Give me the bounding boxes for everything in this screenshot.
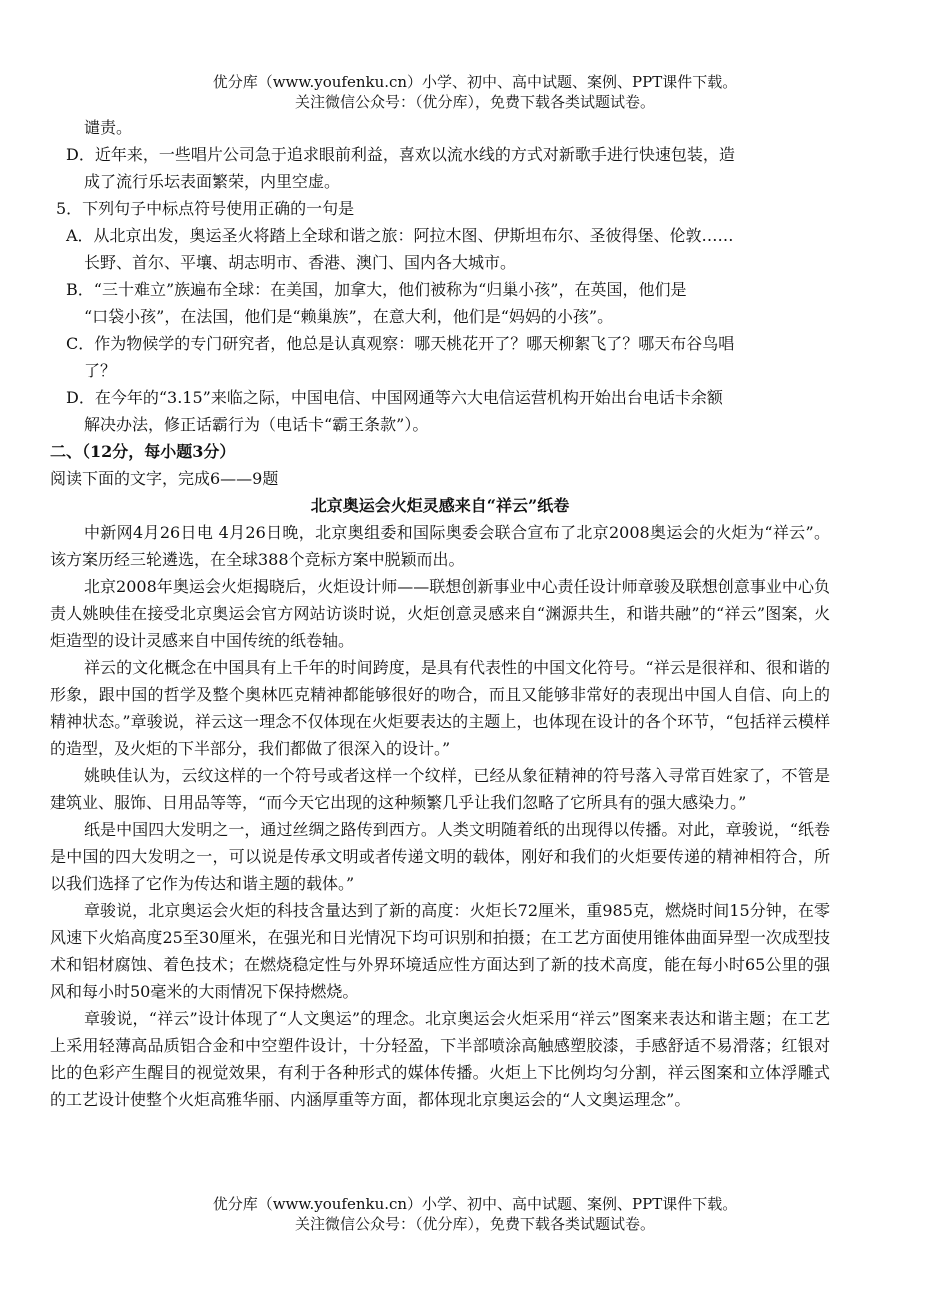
q5-option-a-line-2: 长野、首尔、平壤、胡志明市、香港、澳门、国内各大城市。: [84, 253, 517, 272]
article-title: 北京奥运会火炬灵感来自“祥云”纸卷: [310, 496, 570, 515]
q5-option-b-line-2: “口袋小孩”，在法国，他们是“赖巢族”，在意大利，他们是“妈妈的小孩”。: [84, 307, 614, 326]
footer-line-1: 优分库（www.youfenku.cn）小学、初中、高中试题、案例、PPT课件下载。: [212, 1195, 738, 1213]
q5-option-c-line-2: 了？: [84, 361, 117, 380]
article-paragraph-3: 祥云的文化概念在中国具有上千年的时间跨度，是具有代表性的中国文化符号。“祥云是很祥和、很和谐的形象，跟中国的哲学及整个奥林匹克精神都能够很好的吻合，而且又能够非常好的表现出中国人自信、向上的精神状态。”章骏说，祥云这一理念不仅体现在火炬要表达的主题上，也体现在设计的各个环节，“包括祥云模样的造型，及火炬的下半部分，我们都做了很深入的设计。”: [50, 658, 830, 758]
q4-option-d-line-1: D．近年来，一些唱片公司急于追求眼前利益，喜欢以流水线的方式对新歌手进行快速包装，造: [66, 145, 735, 164]
article-paragraph-7: 章骏说，“祥云”设计体现了“人文奥运”的理念。北京奥运会火炬采用“祥云”图案来表达和谐主题；在工艺上采用轻薄高品质铝合金和中空塑件设计，十分轻盈，下半部喷涂高触感塑胶漆，手感舒适不易滑落；红银对比的色彩产生醒目的视觉效果，有利于各种形式的媒体传播。火炬上下比例均匀分割，祥云图案和立体浮雕式的工艺设计使整个火炬高雅华丽、内涵厚重等方面，都体现北京奥运会的“人文奥运理念”。: [50, 1009, 830, 1109]
article-paragraph-5: 纸是中国四大发明之一，通过丝绸之路传到西方。人类文明随着纸的出现得以传播。对此，章骏说，“纸卷是中国的四大发明之一，可以说是传承文明或者传递文明的载体，刚好和我们的火炬要传递的精神相符合，所以我们选择了它作为传达和谐主题的载体。”: [50, 820, 830, 893]
q4-option-d-line-2: 成了流行乐坛表面繁荣，内里空虚。: [84, 172, 341, 191]
q5-option-d-line-2: 解决办法，修正话霸行为（电话卡“霸王条款”）。: [84, 415, 429, 434]
q5-option-c-line-1: C．作为物候学的专门研究者，他总是认真观察：哪天桃花开了？哪天柳絮飞了？哪天布谷鸟唱: [66, 334, 735, 353]
article-paragraph-4: 姚映佳认为，云纹这样的一个符号或者这样一个纹样，已经从象征精神的符号落入寻常百姓家了，不管是建筑业、服饰、日用品等等，“而今天它出现的这种频繁几乎让我们忽略了它所具有的强大感染力。”: [50, 766, 830, 812]
page-header: [0, 72, 950, 112]
q5-option-d-line-1: D．在今年的“3.15”来临之际，中国电信、中国网通等六大电信运营机构开始出台电话卡余额: [66, 388, 723, 407]
q5-option-b-line-1: B．“三十难立”族遍布全球：在美国，加拿大，他们被称为“归巢小孩”，在英国，他们是: [66, 280, 687, 299]
section-2-instruction: 阅读下面的文字，完成6——9题: [50, 469, 279, 488]
article-paragraph-2: 北京2008年奥运会火炬揭晓后，火炬设计师——联想创新事业中心责任设计师章骏及联想创意事业中心负责人姚映佳在接受北京奥运会官方网站访谈时说，火炬创意灵感来自“渊源共生，和谐共融”的“祥云”图案，火炬造型的设计灵感来自中国传统的纸卷轴。: [50, 577, 830, 650]
q5-stem: 5．下列句子中标点符号使用正确的一句是: [56, 199, 355, 218]
document-body: [50, 114, 830, 1113]
q4-option-c-end: 谴责。: [84, 118, 133, 137]
page-footer: [0, 1194, 950, 1234]
section-2-heading: 二、（12分，每小题3分）: [50, 442, 236, 461]
article-paragraph-6: 章骏说，北京奥运会火炬的科技含量达到了新的高度：火炬长72厘米，重985克，燃烧时间15分钟，在零风速下火焰高度25至30厘米，在强光和日光情况下均可识别和拍摄；在工艺方面使用锥体曲面异型一次成型技术和铝材腐蚀、着色技术；在燃烧稳定性与外界环境适应性方面达到了新的技术高度，能在每小时65公里的强风和每小时50毫米的大雨情况下保持燃烧。: [50, 901, 830, 1001]
footer-line-2: 关注微信公众号：（优分库），免费下载各类试题试卷。: [294, 1215, 655, 1233]
q5-option-a-line-1: A．从北京出发，奥运圣火将踏上全球和谐之旅：阿拉木图、伊斯坦布尔、圣彼得堡、伦敦……: [66, 226, 734, 245]
header-line-2: 关注微信公众号：（优分库），免费下载各类试题试卷。: [294, 93, 655, 111]
article-paragraph-1: 中新网4月26日电 4月26日晚，北京奥组委和国际奥委会联合宣布了北京2008奥运会的火炬为“祥云”。该方案历经三轮遴选，在全球388个竞标方案中脱颖而出。: [50, 523, 830, 569]
header-line-1: 优分库（www.youfenku.cn）小学、初中、高中试题、案例、PPT课件下载。: [212, 73, 738, 91]
